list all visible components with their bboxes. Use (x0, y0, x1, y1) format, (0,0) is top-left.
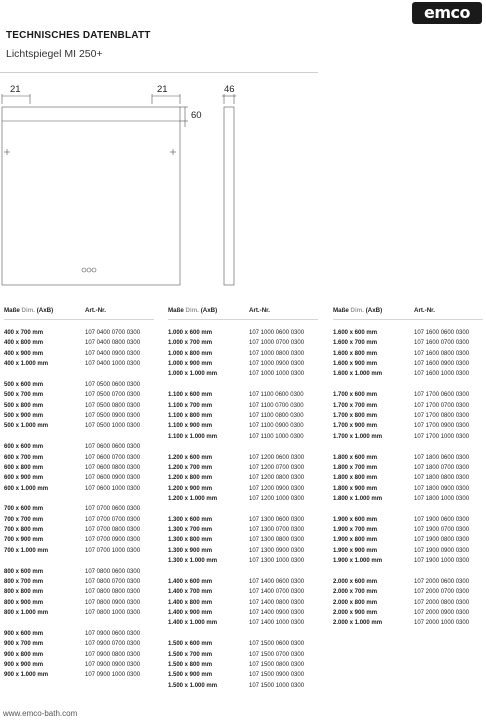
article-number-cell: 107 1900 0800 0300 (414, 537, 470, 544)
size-cell: 800 x 1.000 mm (4, 610, 49, 617)
size-cell: 1.600 x 1.000 mm (333, 371, 383, 378)
sensor-button-1 (82, 268, 86, 272)
article-number-cell: 107 0700 1000 0300 (85, 547, 141, 554)
size-cell: 1.300 x 700 mm (168, 527, 213, 534)
size-cell: 1.600 x 600 mm (333, 330, 378, 336)
article-number-cell: 107 0900 0900 0300 (85, 661, 141, 668)
size-cell: 1.800 x 800 mm (333, 475, 378, 482)
article-number-cell: 107 1200 0800 0300 (249, 475, 305, 482)
sensor-button-3 (92, 268, 96, 272)
size-cell: 1.500 x 800 mm (168, 661, 213, 668)
size-cell: 1.800 x 900 mm (333, 485, 378, 492)
size-cell: 500 x 1.000 mm (4, 423, 49, 430)
mirror-side-view (224, 107, 234, 285)
size-cell: 1.700 x 1.000 mm (333, 433, 383, 440)
article-number-cell: 107 2000 0600 0300 (414, 579, 470, 585)
article-number-cell: 107 0400 0900 0300 (85, 350, 141, 357)
article-number-cell: 107 1000 0700 0300 (249, 340, 305, 347)
article-number-cell: 107 1800 0800 0300 (414, 475, 470, 482)
size-cell: 1.900 x 1.000 mm (333, 558, 383, 565)
article-number-cell: 107 1000 0900 0300 (249, 361, 305, 368)
article-number-cell: 107 0900 0700 0300 (85, 641, 141, 648)
col1-art-header: Art.-Nr. (85, 307, 106, 314)
size-cell: 800 x 700 mm (4, 579, 44, 585)
article-number-cell: 107 1800 0900 0300 (414, 485, 470, 492)
size-cell: 1.400 x 900 mm (168, 610, 213, 617)
dim-label-depth: 46 (224, 84, 235, 95)
size-cell: 1.000 x 700 mm (168, 340, 213, 347)
article-number-cell: 107 1000 1000 0300 (249, 371, 305, 378)
sensor-button-2 (87, 268, 91, 272)
article-number-cell: 107 1700 0700 0300 (414, 402, 470, 409)
size-cell: 400 x 1.000 mm (4, 361, 49, 368)
header-divider (0, 72, 318, 73)
article-number-cell: 107 1500 0700 0300 (249, 651, 305, 658)
size-cell: 900 x 600 mm (4, 630, 44, 637)
article-number-cell: 107 0600 0800 0300 (85, 464, 141, 471)
size-cell: 1.400 x 600 mm (168, 579, 213, 585)
size-cell: 500 x 600 mm (4, 381, 44, 388)
size-cell: 900 x 700 mm (4, 641, 44, 648)
article-number-cell: 107 2000 0900 0300 (414, 610, 470, 617)
size-cell: 1.000 x 900 mm (168, 361, 213, 368)
size-cell: 600 x 800 mm (4, 464, 44, 471)
dim-label-right: 21 (157, 84, 168, 95)
article-number-cell: 107 0800 0600 0300 (85, 568, 141, 575)
size-cell: 900 x 800 mm (4, 651, 44, 658)
article-number-cell: 107 1600 0700 0300 (414, 340, 470, 347)
article-number-cell: 107 1700 0600 0300 (414, 392, 470, 399)
article-number-cell: 107 1900 0600 0300 (414, 516, 470, 523)
size-cell: 1.600 x 800 mm (333, 350, 378, 357)
size-cell: 2.000 x 900 mm (333, 610, 378, 617)
article-number-cell: 107 0700 0700 0300 (85, 516, 141, 523)
article-number-cell: 107 0700 0800 0300 (85, 527, 141, 534)
size-cell: 600 x 700 mm (4, 454, 44, 461)
col2-header-rule (168, 319, 318, 320)
article-number-cell: 107 1800 1000 0300 (414, 495, 470, 502)
size-cell: 1.300 x 600 mm (168, 516, 213, 523)
article-number-cell: 107 1400 0800 0300 (249, 599, 305, 606)
article-number-cell: 107 1100 0900 0300 (249, 423, 304, 430)
article-number-cell: 107 0900 0800 0300 (85, 651, 141, 658)
article-number-cell: 107 0600 0600 0300 (85, 444, 141, 451)
article-number-cell: 107 0400 1000 0300 (85, 361, 141, 368)
article-number-cell: 107 2000 0800 0300 (414, 599, 470, 606)
size-cell: 1.300 x 1.000 mm (168, 558, 218, 565)
logo-text: emco (424, 3, 470, 22)
article-number-cell: 107 1100 1000 0300 (249, 433, 304, 440)
size-cell: 900 x 1.000 mm (4, 672, 49, 679)
article-number-cell: 107 0400 0700 0300 (85, 330, 141, 336)
size-cell: 700 x 700 mm (4, 516, 44, 523)
col1-header-rule (4, 319, 154, 320)
size-cell: 1.100 x 900 mm (168, 423, 213, 430)
size-cell: 2.000 x 1.000 mm (333, 620, 383, 627)
article-number-cell: 107 1300 0900 0300 (249, 547, 305, 554)
size-cell: 1.400 x 1.000 mm (168, 620, 218, 627)
size-cell: 700 x 1.000 mm (4, 547, 49, 554)
article-number-cell: 107 0600 0900 0300 (85, 475, 141, 482)
col3-art-header: Art.-Nr. (414, 307, 435, 314)
size-cell: 700 x 900 mm (4, 537, 44, 544)
article-number-cell: 107 0700 0600 0300 (85, 506, 141, 513)
article-number-cell: 107 1900 1000 0300 (414, 558, 470, 565)
size-cell: 1.700 x 900 mm (333, 423, 378, 430)
size-cell: 500 x 700 mm (4, 392, 44, 399)
size-cell: 1.900 x 900 mm (333, 547, 378, 554)
size-cell: 1.300 x 900 mm (168, 547, 213, 554)
size-cell: 600 x 1.000 mm (4, 485, 49, 492)
article-number-cell: 107 1700 0800 0300 (414, 412, 470, 419)
article-number-cell: 107 1200 1000 0300 (249, 495, 305, 502)
article-number-cell: 107 1700 0900 0300 (414, 423, 470, 430)
article-number-cell: 107 1600 1000 0300 (414, 371, 470, 378)
article-number-cell: 107 1400 0700 0300 (249, 589, 305, 596)
article-number-cell: 107 0500 0700 0300 (85, 392, 141, 399)
article-number-cell: 107 1500 1000 0300 (249, 682, 305, 689)
size-cell: 1.200 x 800 mm (168, 475, 213, 482)
size-cell: 500 x 800 mm (4, 402, 44, 409)
size-cell: 2.000 x 800 mm (333, 599, 378, 606)
article-number-cell: 107 0500 0800 0300 (85, 402, 141, 409)
size-cell: 1.400 x 800 mm (168, 599, 213, 606)
article-number-cell: 107 1600 0900 0300 (414, 361, 470, 368)
size-cell: 1.200 x 1.000 mm (168, 495, 218, 502)
col2-size-header: Maße Dim. (AxB) (168, 307, 218, 314)
article-number-cell: 107 1800 0700 0300 (414, 464, 470, 471)
article-number-cell: 107 1500 0600 0300 (249, 641, 305, 648)
size-cell: 1.000 x 800 mm (168, 350, 213, 357)
article-number-cell: 107 0600 1000 0300 (85, 485, 141, 492)
size-cell: 600 x 900 mm (4, 475, 44, 482)
col2-art-header: Art.-Nr. (249, 307, 270, 314)
size-cell: 1.100 x 700 mm (168, 402, 213, 409)
article-number-cell: 107 0500 0900 0300 (85, 412, 141, 419)
article-number-cell: 107 0800 0900 0300 (85, 599, 141, 606)
article-number-cell: 107 1500 0900 0300 (249, 672, 305, 679)
article-number-cell: 107 1600 0800 0300 (414, 350, 470, 357)
size-cell: 1.700 x 600 mm (333, 392, 378, 399)
article-number-cell: 107 1800 0600 0300 (414, 454, 470, 461)
document-title: TECHNISCHES DATENBLATT (6, 30, 151, 41)
article-number-cell: 107 1000 0800 0300 (249, 350, 305, 357)
article-number-cell: 107 0800 0800 0300 (85, 589, 141, 596)
size-cell: 2.000 x 600 mm (333, 579, 378, 585)
mirror-front-view (2, 107, 180, 285)
article-number-cell: 107 1300 1000 0300 (249, 558, 305, 565)
size-cell: 1.200 x 600 mm (168, 454, 213, 461)
article-number-cell: 107 2000 1000 0300 (414, 620, 470, 627)
article-number-cell: 107 0600 0700 0300 (85, 454, 141, 461)
size-cell: 800 x 600 mm (4, 568, 44, 575)
size-cell: 1.200 x 700 mm (168, 464, 213, 471)
article-number-cell: 107 1100 0600 0300 (249, 392, 304, 399)
product-name: Lichtspiegel MI 250+ (6, 48, 103, 60)
article-number-cell: 107 0900 0600 0300 (85, 630, 141, 637)
article-number-cell: 107 0800 1000 0300 (85, 610, 141, 617)
article-number-cell: 107 1700 1000 0300 (414, 433, 470, 440)
article-number-cell: 107 1400 0600 0300 (249, 579, 305, 585)
technical-drawing (0, 82, 250, 292)
size-cell: 1.300 x 800 mm (168, 537, 213, 544)
article-number-cell: 107 1400 0900 0300 (249, 610, 305, 617)
size-cell: 800 x 800 mm (4, 589, 44, 596)
size-cell: 400 x 900 mm (4, 350, 44, 357)
size-cell: 2.000 x 700 mm (333, 589, 378, 596)
article-number-cell: 107 1200 0600 0300 (249, 454, 305, 461)
article-number-cell: 107 1400 1000 0300 (249, 620, 305, 627)
article-number-cell: 107 1300 0600 0300 (249, 516, 305, 523)
dim-label-left: 21 (10, 84, 21, 95)
size-cell: 1.500 x 900 mm (168, 672, 213, 679)
size-cell: 1.100 x 600 mm (168, 392, 213, 399)
size-cell: 700 x 600 mm (4, 506, 44, 513)
article-number-cell: 107 1600 0600 0300 (414, 330, 470, 336)
col1-size-header: Maße Dim. (AxB) (4, 307, 54, 314)
size-cell: 1.800 x 700 mm (333, 464, 378, 471)
col3-header-rule (333, 319, 483, 320)
size-cell: 1.400 x 700 mm (168, 589, 213, 596)
size-cell: 400 x 800 mm (4, 340, 44, 347)
size-cell: 600 x 600 mm (4, 444, 44, 451)
size-cell: 500 x 900 mm (4, 412, 44, 419)
emco-logo (412, 2, 482, 24)
size-cell: 1.100 x 1.000 mm (168, 433, 218, 440)
article-number-cell: 107 0800 0700 0300 (85, 579, 141, 585)
size-cell: 1.100 x 800 mm (168, 412, 213, 419)
size-cell: 1.000 x 1.000 mm (168, 371, 218, 378)
dim-label-strip: 60 (191, 110, 202, 121)
size-cell: 1.800 x 1.000 mm (333, 495, 383, 502)
size-cell: 1.600 x 700 mm (333, 340, 378, 347)
size-cell: 1.800 x 600 mm (333, 454, 378, 461)
article-number-cell: 107 1900 0900 0300 (414, 547, 470, 554)
article-number-cell: 107 0400 0800 0300 (85, 340, 141, 347)
article-number-cell: 107 1300 0700 0300 (249, 527, 305, 534)
article-number-cell: 107 1200 0700 0300 (249, 464, 305, 471)
article-number-cell: 107 1500 0800 0300 (249, 661, 305, 668)
article-number-cell: 107 0500 0600 0300 (85, 381, 141, 388)
article-number-cell: 107 1900 0700 0300 (414, 527, 470, 534)
size-cell: 1.900 x 800 mm (333, 537, 378, 544)
size-cell: 1.700 x 700 mm (333, 402, 378, 409)
article-number-cell: 107 0700 0900 0300 (85, 537, 141, 544)
article-number-cell: 107 0900 1000 0300 (85, 672, 141, 679)
article-number-cell: 107 1200 0900 0300 (249, 485, 305, 492)
article-number-cell: 107 2000 0700 0300 (414, 589, 470, 596)
size-cell: 800 x 900 mm (4, 599, 44, 606)
size-cell: 1.700 x 800 mm (333, 412, 378, 419)
article-number-cell: 107 1100 0800 0300 (249, 412, 304, 419)
size-cell: 1.500 x 600 mm (168, 641, 213, 648)
size-cell: 1.900 x 600 mm (333, 516, 378, 523)
article-number-cell: 107 0500 1000 0300 (85, 423, 141, 430)
size-cell: 400 x 700 mm (4, 330, 44, 336)
size-cell: 1.500 x 700 mm (168, 651, 213, 658)
size-cell: 700 x 800 mm (4, 527, 44, 534)
col3-size-header: Maße Dim. (AxB) (333, 307, 383, 314)
article-number-cell: 107 1000 0600 0300 (249, 330, 305, 336)
article-number-cell: 107 1100 0700 0300 (249, 402, 304, 409)
size-cell: 1.600 x 900 mm (333, 361, 378, 368)
size-cell: 900 x 900 mm (4, 661, 44, 668)
article-number-cell: 107 1300 0800 0300 (249, 537, 305, 544)
size-cell: 1.900 x 700 mm (333, 527, 378, 534)
footer-url: www.emco-bath.com (3, 709, 78, 718)
size-cell: 1.000 x 600 mm (168, 330, 213, 336)
size-cell: 1.500 x 1.000 mm (168, 682, 218, 689)
size-cell: 1.200 x 900 mm (168, 485, 213, 492)
